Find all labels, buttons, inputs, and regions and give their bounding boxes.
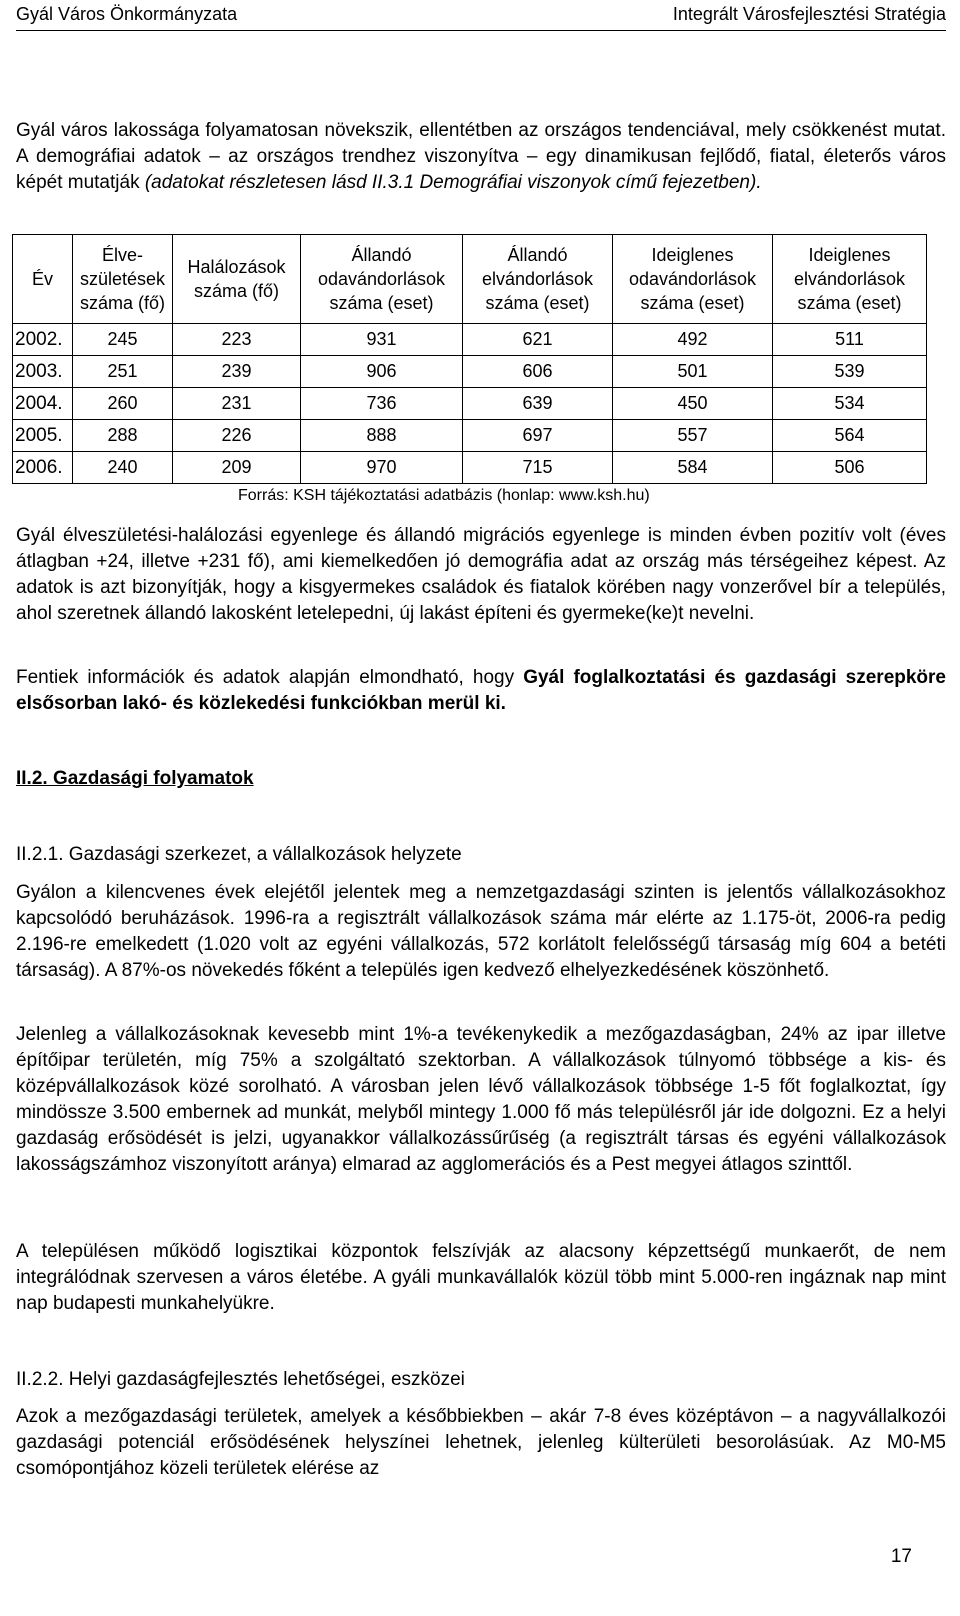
col-header-temp-in: Ideiglenes odavándorlások száma (eset) [613, 235, 773, 324]
table-cell: 639 [463, 388, 613, 420]
table-cell: 245 [73, 324, 173, 356]
table-cell: 621 [463, 324, 613, 356]
table-cell: 888 [301, 420, 463, 452]
intro-paragraph [16, 118, 946, 196]
col-header-year: Év [13, 235, 73, 324]
table-cell: 606 [463, 356, 613, 388]
intro-reference: (adatokat részletesen lásd II.3.1 Demográfiai viszonyok című fejezetben). [144, 172, 762, 193]
cell-year: 2004. [13, 388, 73, 420]
table-cell: 239 [173, 356, 301, 388]
table-cell: 492 [613, 324, 773, 356]
table-cell: 260 [73, 388, 173, 420]
table-cell: 511 [773, 324, 927, 356]
paragraph-text: Gyál élveszületési-halálozási egyenlege és állandó migrációs egyenlege is minden évben pozitív volt (éves átlagban +24, illetve +231 fő), ami kiemelkedően jó demográfia adat az ország más térségeihez képest. Az adatok is azt bizonyítják, hogy a kisgyermekes családok és fiatalok körében nagy vonzerővel bír a település, ahol szeretnek állandó lakosként letelepedni, új lakást építeni és gyermeke(ke)t nevelni. [16, 525, 946, 624]
table-row [13, 452, 927, 484]
paragraph-agricultural-areas [16, 1404, 946, 1482]
paragraph-text: Jelenleg a vállalkozásoknak kevesebb mint 1%-a tevékenykedik a mezőgazdaságban, 24% az ipar illetve építőipar területén, míg 75% a szolgáltató szektorban. A vállalkozások túlnyomó többsége a kis- és középvállalkozások közé sorolható. A városban jelen lévő vállalkozások többsége 1-5 főt foglalkoztat, így mindössze 3.500 embernek ad munkát, melyből mintegy 1.000 fő más településről jár ide dolgozni. Ez a helyi gazdaság erősödését is jelzi, ugyanakkor vállalkozássűrűség (a regisztrált társas és egyéni vállalkozások lakosságszámhoz viszonyított aránya) elmarad az agglomerációs és a Pest megyei átlagos szinttől. [16, 1024, 946, 1175]
table-cell: 450 [613, 388, 773, 420]
section-heading: II.2. Gazdasági folyamatok [16, 768, 254, 789]
table-cell: 534 [773, 388, 927, 420]
table-cell: 240 [73, 452, 173, 484]
table-cell: 697 [463, 420, 613, 452]
page-number: 17 [890, 1546, 912, 1567]
table-row [13, 388, 927, 420]
table-source: Forrás: KSH tájékoztatási adatbázis (honlap: www.ksh.hu) [238, 487, 650, 504]
paragraph-text: Azok a mezőgazdasági területek, amelyek a későbbiekben – akár 7-8 éves középtávon – a nagyvállalkozói gazdasági potenciál erősödésének helyszínei lehetnek, jelenleg külterületi besorolásúak. Az M0-M5 csomópontjához közeli területek elérése az [16, 1406, 946, 1479]
demography-table [12, 234, 927, 484]
table-cell: 564 [773, 420, 927, 452]
paragraph-text: Gyálon a kilencvenes évek elejétől jelentek meg a nemzetgazdasági szinten is jelentős vállalkozásokhoz kapcsolódó beruházások. 1996-ra a regisztrált vállalkozások száma már elérte az 1.175-öt, 2006-ra pedig 2.196-re emelkedett (1.020 volt az egyéni vállalkozás, 572 korlátolt felelősségű társaság míg 604 a betéti társaság). A 87%-os növekedés főként a település igen kedvező elhelyezkedésének köszönhető. [16, 882, 946, 981]
paragraph-conclusion [16, 665, 946, 717]
table-cell: 251 [73, 356, 173, 388]
col-header-perm-out: Állandó elvándorlások száma (eset) [463, 235, 613, 324]
table-cell: 736 [301, 388, 463, 420]
cell-year: 2003. [13, 356, 73, 388]
subsection-heading-structure: II.2.1. Gazdasági szerkezet, a vállalkozások helyzete [16, 844, 462, 865]
table-cell: 209 [173, 452, 301, 484]
intro-text: Gyál város lakossága folyamatosan növekszik, ellentétben az országos tendenciával, mely csökkenést mutat. A demográfiai adatok – az országos trendhez viszonyítva – egy dinamikusan fejlődő, fiatal, életerős város képét mutatják [16, 120, 946, 193]
table-row [13, 420, 927, 452]
table-cell: 715 [463, 452, 613, 484]
col-header-deaths: Halálozások száma (fő) [173, 235, 301, 324]
table-row [13, 324, 927, 356]
table-cell: 584 [613, 452, 773, 484]
cell-year: 2002. [13, 324, 73, 356]
header-municipality: Gyál Város Önkormányzata [16, 4, 238, 24]
col-header-temp-out: Ideiglenes elvándorlások száma (eset) [773, 235, 927, 324]
table-cell: 539 [773, 356, 927, 388]
paragraph-logistics [16, 1239, 946, 1317]
table-cell: 506 [773, 452, 927, 484]
table-row [13, 356, 927, 388]
table-cell: 226 [173, 420, 301, 452]
paragraph-enterprises [16, 880, 946, 984]
paragraph-sectors [16, 1022, 946, 1178]
table-cell: 501 [613, 356, 773, 388]
page-header [16, 0, 946, 31]
cell-year: 2006. [13, 452, 73, 484]
table-cell: 906 [301, 356, 463, 388]
col-header-births: Élve-születések száma (fő) [73, 235, 173, 324]
cell-year: 2005. [13, 420, 73, 452]
table-cell: 288 [73, 420, 173, 452]
conclusion-bold: Gyál foglalkoztatási és gazdasági szerepköre elsősorban lakó- és közlekedési funkciókban merül ki. [16, 667, 947, 714]
conclusion-text: Fentiek információk és adatok alapján elmondható, hogy [16, 667, 524, 688]
table-cell: 970 [301, 452, 463, 484]
table-cell: 223 [173, 324, 301, 356]
paragraph-demography-balance [16, 523, 946, 627]
header-document-title: Integrált Városfejlesztési Stratégia [672, 4, 946, 24]
table-cell: 231 [173, 388, 301, 420]
table-cell: 931 [301, 324, 463, 356]
table-header-row [13, 235, 927, 324]
table-cell: 557 [613, 420, 773, 452]
col-header-perm-in: Állandó odavándorlások száma (eset) [301, 235, 463, 324]
subsection-heading-development: II.2.2. Helyi gazdaságfejlesztés lehetőségei, eszközei [16, 1369, 465, 1390]
paragraph-text: A településen működő logisztikai központok felszívják az alacsony képzettségű munkaerőt, de nem integrálódnak szervesen a város életébe. A gyáli munkavállalók közül több mint 5.000-ren ingáznak nap mint nap budapesti munkahelyükre. [16, 1241, 946, 1314]
